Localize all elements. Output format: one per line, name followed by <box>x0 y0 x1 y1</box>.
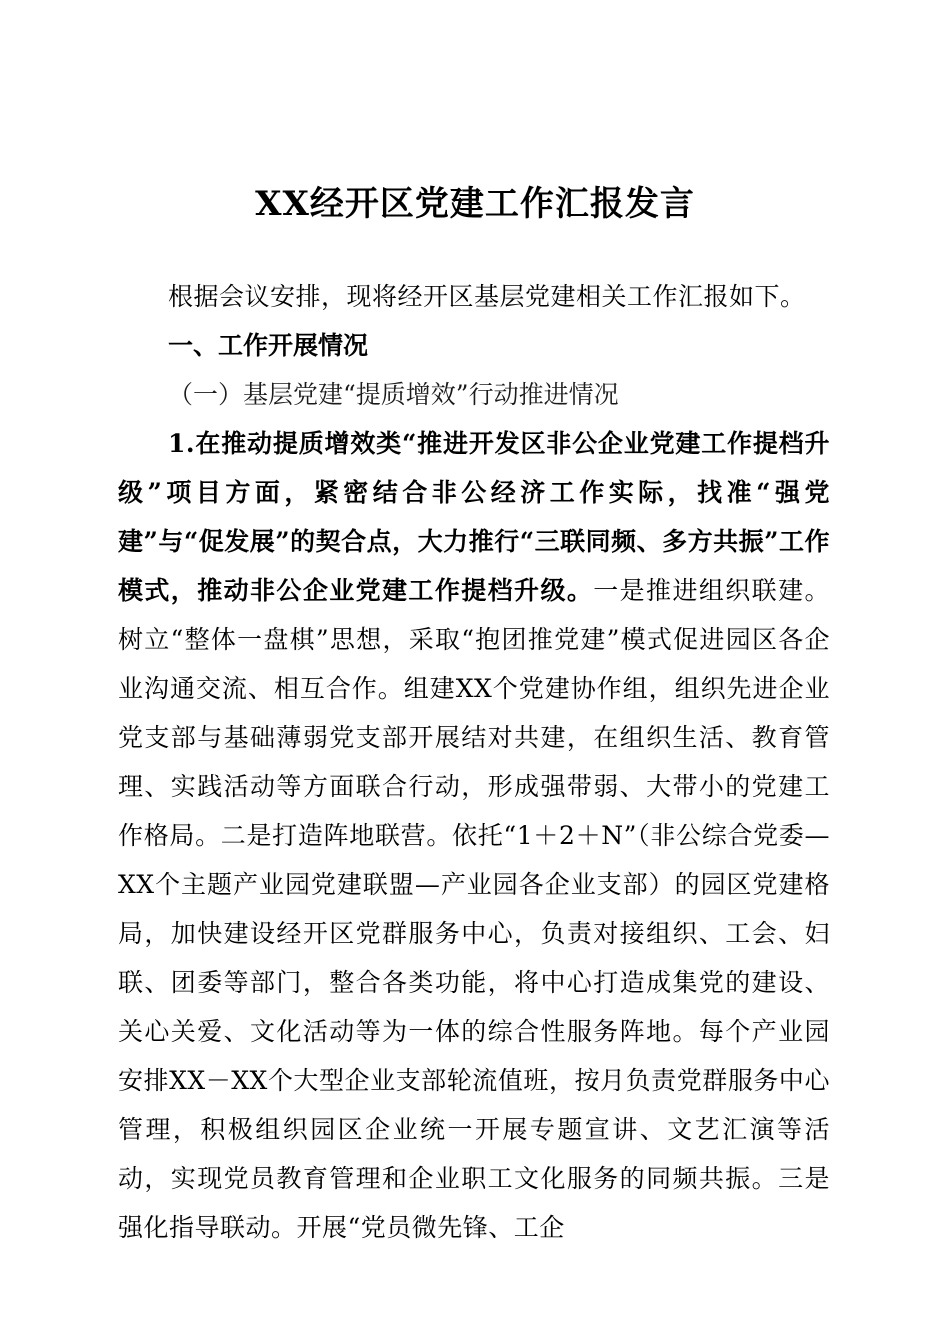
subsection-heading: （一）基层党建“提质增效”行动推进情况 <box>168 380 619 409</box>
intro-paragraph: 根据会议安排，现将经开区基层党建相关工作汇报如下。 <box>168 282 806 311</box>
document-body <box>118 272 830 1252</box>
item-body-text: 一是推进组织联建。树立“整体一盘棋”思想，采取“抱团推党建”模式促进园区各企业沟通交流、相互合作。组建XX个党建协作组，组织先进企业党支部与基础薄弱党支部开展结对共建，在组织生活、教育管理、实践活动等方面联合行动，形成强带弱、大带小的党建工作格局。二是打造阵地联营。依托“1＋2＋N”（非公综合党委—XX个主题产业园党建联盟—产业园各企业支部）的园区党建格局，加快建设经开区党群服务中心，负责对接组织、工会、妇联、团委等部门，整合各类功能，将中心打造成集党的建设、关心关爱、文化活动等为一体的综合性服务阵地。每个产业园安排XX－XX个大型企业支部轮流值班，按月负责党群服务中心管理，积极组织园区企业统一开展专题宣讲、文艺汇演等活动，实现党员教育管理和企业职工文化服务的同频共振。三是强化指导联动。开展“党员微先锋、工企 <box>118 576 830 1242</box>
section-heading: 一、工作开展情况 <box>168 331 369 360</box>
item-paragraph <box>118 419 830 1252</box>
document-title: XX经开区党建工作汇报发言 <box>255 184 695 224</box>
item-lead-sentence: 1.在推动提质增效类“推进开发区非公企业党建工作提档升级”项目方面，紧密结合非公经济工作实际，找准“强党建”与“促发展”的契合点，大力推行“三联同频、多方共振”工作模式，推动非公企业党建工作提档升级。 <box>118 429 830 605</box>
